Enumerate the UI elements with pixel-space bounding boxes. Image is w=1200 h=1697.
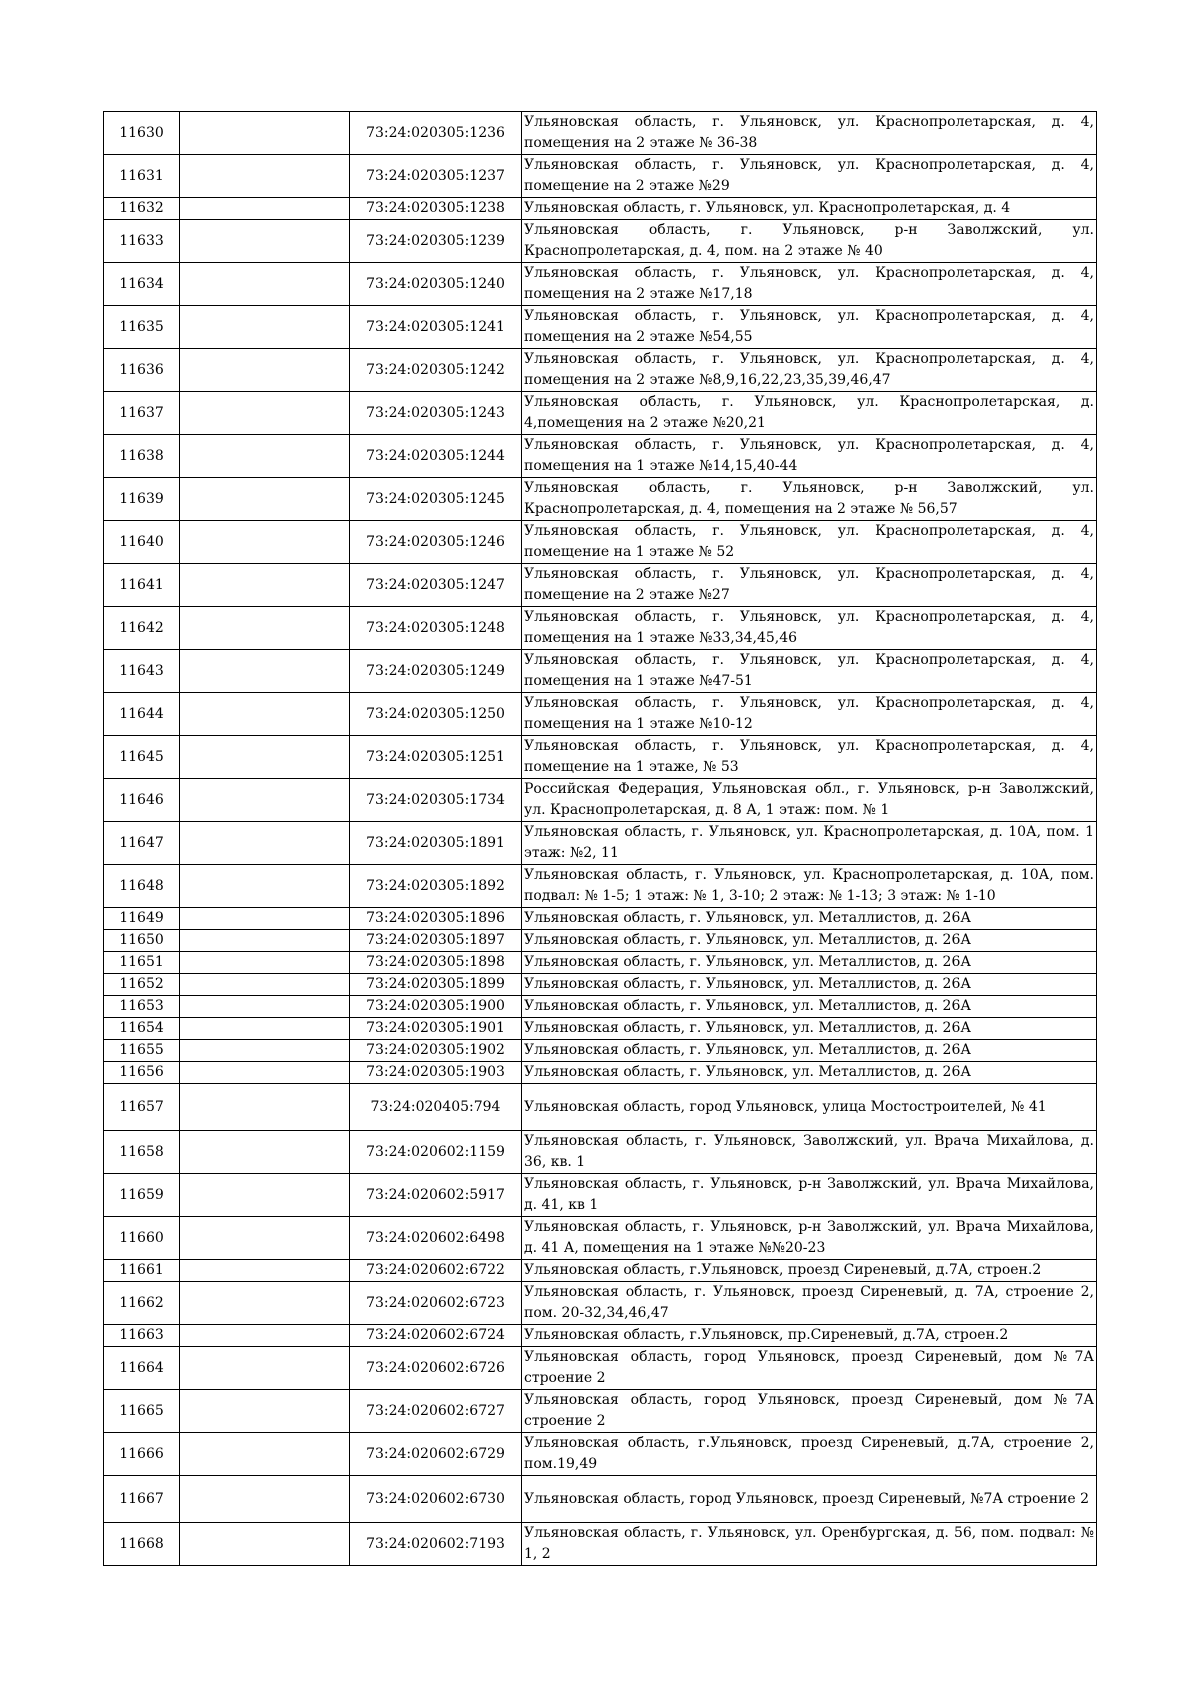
address-cell: Ульяновская область, г. Ульяновск, ул. Металлистов, д. 26А xyxy=(522,996,1097,1018)
address-cell: Ульяновская область, г. Ульяновск, ул. Краснопролетарская, д. 4 xyxy=(522,198,1097,220)
row-number-cell: 11633 xyxy=(104,220,180,263)
table-row xyxy=(104,1282,1097,1325)
cadastral-number-cell: 73:24:020305:1892 xyxy=(350,865,522,908)
registry-table-container xyxy=(103,111,1096,1566)
empty-cell xyxy=(180,435,350,478)
cadastral-number-cell: 73:24:020602:6723 xyxy=(350,1282,522,1325)
table-row xyxy=(104,1260,1097,1282)
table-row xyxy=(104,1174,1097,1217)
address-cell: Ульяновская область, г. Ульяновск, ул. Металлистов, д. 26А xyxy=(522,930,1097,952)
cadastral-number-cell: 73:24:020405:794 xyxy=(350,1084,522,1131)
table-row xyxy=(104,1084,1097,1131)
cadastral-number-cell: 73:24:020602:6730 xyxy=(350,1476,522,1523)
empty-cell xyxy=(180,521,350,564)
row-number-cell: 11640 xyxy=(104,521,180,564)
row-number-cell: 11648 xyxy=(104,865,180,908)
address-cell: Ульяновская область, г. Ульяновск, ул. Краснопролетарская, д. 4, помещения на 2 этаже №17,18 xyxy=(522,263,1097,306)
empty-cell xyxy=(180,1260,350,1282)
cadastral-number-cell: 73:24:020305:1243 xyxy=(350,392,522,435)
cadastral-number-cell: 73:24:020305:1899 xyxy=(350,974,522,996)
address-cell: Ульяновская область, г. Ульяновск, ул. Краснопролетарская, д. 10А, пом. подвал: № 1-5; 1 этаж: № 1, 3-10; 2 этаж: № 1-13; 3 этаж: № 1-10 xyxy=(522,865,1097,908)
address-cell: Ульяновская область, г.Ульяновск, проезд Сиреневый, д.7А, строение 2, пом.19,49 xyxy=(522,1433,1097,1476)
address-cell: Ульяновская область, г. Ульяновск, Заволжский, ул. Врача Михайлова, д. 36, кв. 1 xyxy=(522,1131,1097,1174)
address-cell: Ульяновская область, г. Ульяновск, ул. Краснопролетарская, д. 4, помещение на 1 этаже, № 53 xyxy=(522,736,1097,779)
table-row xyxy=(104,112,1097,155)
empty-cell xyxy=(180,564,350,607)
address-cell: Ульяновская область, г.Ульяновск, проезд Сиреневый, д.7А, строен.2 xyxy=(522,1260,1097,1282)
table-row xyxy=(104,220,1097,263)
table-row xyxy=(104,1131,1097,1174)
address-cell: Российская Федерация, Ульяновская обл., г. Ульяновск, р-н Заволжский, ул. Краснопролетарская, д. 8 А, 1 этаж: пом. № 1 xyxy=(522,779,1097,822)
row-number-cell: 11645 xyxy=(104,736,180,779)
cadastral-number-cell: 73:24:020305:1241 xyxy=(350,306,522,349)
address-cell: Ульяновская область, г. Ульяновск, ул. Краснопролетарская, д. 4, помещения на 2 этаже № 36-38 xyxy=(522,112,1097,155)
empty-cell xyxy=(180,1325,350,1347)
row-number-cell: 11662 xyxy=(104,1282,180,1325)
cadastral-number-cell: 73:24:020602:6729 xyxy=(350,1433,522,1476)
table-row xyxy=(104,952,1097,974)
empty-cell xyxy=(180,1062,350,1084)
cadastral-number-cell: 73:24:020305:1246 xyxy=(350,521,522,564)
row-number-cell: 11651 xyxy=(104,952,180,974)
row-number-cell: 11660 xyxy=(104,1217,180,1260)
address-cell: Ульяновская область, г. Ульяновск, ул. Металлистов, д. 26А xyxy=(522,1018,1097,1040)
empty-cell xyxy=(180,349,350,392)
address-cell: Ульяновская область, г. Ульяновск, р-н Заволжский, ул. Врача Михайлова, д. 41 А, помещения на 1 этаже №№20-23 xyxy=(522,1217,1097,1260)
cadastral-number-cell: 73:24:020305:1900 xyxy=(350,996,522,1018)
address-cell: Ульяновская область, г. Ульяновск, ул. Металлистов, д. 26А xyxy=(522,1062,1097,1084)
cadastral-number-cell: 73:24:020305:1238 xyxy=(350,198,522,220)
table-row xyxy=(104,1433,1097,1476)
cadastral-number-cell: 73:24:020305:1244 xyxy=(350,435,522,478)
cadastral-number-cell: 73:24:020305:1247 xyxy=(350,564,522,607)
row-number-cell: 11658 xyxy=(104,1131,180,1174)
table-row xyxy=(104,930,1097,952)
address-cell: Ульяновская область, г. Ульяновск, ул. Краснопролетарская, д. 10А, пом. 1 этаж: №2, 11 xyxy=(522,822,1097,865)
cadastral-number-cell: 73:24:020602:6498 xyxy=(350,1217,522,1260)
row-number-cell: 11639 xyxy=(104,478,180,521)
row-number-cell: 11643 xyxy=(104,650,180,693)
address-cell: Ульяновская область, г. Ульяновск, ул. Металлистов, д. 26А xyxy=(522,1040,1097,1062)
empty-cell xyxy=(180,306,350,349)
address-cell: Ульяновская область, г. Ульяновск, р-н Заволжский, ул. Врача Михайлова, д. 41, кв 1 xyxy=(522,1174,1097,1217)
cadastral-number-cell: 73:24:020305:1245 xyxy=(350,478,522,521)
row-number-cell: 11661 xyxy=(104,1260,180,1282)
address-cell: Ульяновская область, г. Ульяновск, ул. Металлистов, д. 26А xyxy=(522,952,1097,974)
row-number-cell: 11649 xyxy=(104,908,180,930)
empty-cell xyxy=(180,822,350,865)
row-number-cell: 11656 xyxy=(104,1062,180,1084)
empty-cell xyxy=(180,865,350,908)
empty-cell xyxy=(180,607,350,650)
table-row xyxy=(104,435,1097,478)
empty-cell xyxy=(180,263,350,306)
empty-cell xyxy=(180,1217,350,1260)
empty-cell xyxy=(180,1476,350,1523)
row-number-cell: 11663 xyxy=(104,1325,180,1347)
address-cell: Ульяновская область, город Ульяновск, проезд Сиреневый, дом №7А строение 2 xyxy=(522,1390,1097,1433)
table-row xyxy=(104,1217,1097,1260)
table-row xyxy=(104,478,1097,521)
empty-cell xyxy=(180,996,350,1018)
table-row xyxy=(104,1347,1097,1390)
row-number-cell: 11647 xyxy=(104,822,180,865)
address-cell: Ульяновская область, г. Ульяновск, ул. Краснопролетарская, д. 4, помещения на 2 этаже №54,55 xyxy=(522,306,1097,349)
cadastral-number-cell: 73:24:020602:5917 xyxy=(350,1174,522,1217)
table-row xyxy=(104,155,1097,198)
row-number-cell: 11638 xyxy=(104,435,180,478)
empty-cell xyxy=(180,1390,350,1433)
empty-cell xyxy=(180,1084,350,1131)
address-cell: Ульяновская область, г. Ульяновск, ул. Краснопролетарская, д. 4, помещения на 2 этаже №8,9,16,22,23,35,39,46,47 xyxy=(522,349,1097,392)
table-row xyxy=(104,263,1097,306)
table-row xyxy=(104,779,1097,822)
empty-cell xyxy=(180,650,350,693)
cadastral-number-cell: 73:24:020602:1159 xyxy=(350,1131,522,1174)
address-cell: Ульяновская область, г. Ульяновск, ул. Оренбургская, д. 56, пом. подвал: № 1, 2 xyxy=(522,1523,1097,1566)
row-number-cell: 11652 xyxy=(104,974,180,996)
address-cell: Ульяновская область, г. Ульяновск, проезд Сиреневый, д. 7А, строение 2, пом. 20-32,34,46,47 xyxy=(522,1282,1097,1325)
table-row xyxy=(104,607,1097,650)
cadastral-number-cell: 73:24:020305:1237 xyxy=(350,155,522,198)
cadastral-number-cell: 73:24:020602:6727 xyxy=(350,1390,522,1433)
table-row xyxy=(104,521,1097,564)
empty-cell xyxy=(180,392,350,435)
row-number-cell: 11666 xyxy=(104,1433,180,1476)
table-row xyxy=(104,1040,1097,1062)
row-number-cell: 11634 xyxy=(104,263,180,306)
empty-cell xyxy=(180,1282,350,1325)
row-number-cell: 11665 xyxy=(104,1390,180,1433)
address-cell: Ульяновская область, г. Ульяновск, ул. Краснопролетарская, д. 4, помещения на 1 этаже №10-12 xyxy=(522,693,1097,736)
table-row xyxy=(104,650,1097,693)
row-number-cell: 11653 xyxy=(104,996,180,1018)
address-cell: Ульяновская область, г. Ульяновск, ул. Краснопролетарская, д. 4, помещение на 1 этаже № 52 xyxy=(522,521,1097,564)
cadastral-number-cell: 73:24:020602:6726 xyxy=(350,1347,522,1390)
address-cell: Ульяновская область, г. Ульяновск, ул. Краснопролетарская, д. 4, помещения на 1 этаже №33,34,45,46 xyxy=(522,607,1097,650)
address-cell: Ульяновская область, г. Ульяновск, ул. Металлистов, д. 26А xyxy=(522,974,1097,996)
table-row xyxy=(104,1062,1097,1084)
address-cell: Ульяновская область, г.Ульяновск, пр.Сиреневый, д.7А, строен.2 xyxy=(522,1325,1097,1347)
cadastral-number-cell: 73:24:020305:1251 xyxy=(350,736,522,779)
row-number-cell: 11664 xyxy=(104,1347,180,1390)
address-cell: Ульяновская область, г. Ульяновск, р-н Заволжский, ул. Краснопролетарская, д. 4, пом. на 2 этаже № 40 xyxy=(522,220,1097,263)
table-row xyxy=(104,349,1097,392)
address-cell: Ульяновская область, город Ульяновск, улица Мостостроителей, № 41 xyxy=(522,1084,1097,1131)
empty-cell xyxy=(180,693,350,736)
empty-cell xyxy=(180,198,350,220)
empty-cell xyxy=(180,220,350,263)
empty-cell xyxy=(180,908,350,930)
cadastral-number-cell: 73:24:020305:1240 xyxy=(350,263,522,306)
address-cell: Ульяновская область, г. Ульяновск, ул. Краснопролетарская, д. 4, помещения на 1 этаже №14,15,40-44 xyxy=(522,435,1097,478)
table-row xyxy=(104,198,1097,220)
row-number-cell: 11646 xyxy=(104,779,180,822)
address-cell: Ульяновская область, г. Ульяновск, ул. Металлистов, д. 26А xyxy=(522,908,1097,930)
row-number-cell: 11667 xyxy=(104,1476,180,1523)
cadastral-number-cell: 73:24:020602:6722 xyxy=(350,1260,522,1282)
table-body xyxy=(104,112,1097,1566)
cadastral-number-cell: 73:24:020305:1901 xyxy=(350,1018,522,1040)
address-cell: Ульяновская область, г. Ульяновск, ул. Краснопролетарская, д. 4, помещения на 1 этаже №47-51 xyxy=(522,650,1097,693)
cadastral-number-cell: 73:24:020305:1891 xyxy=(350,822,522,865)
row-number-cell: 11635 xyxy=(104,306,180,349)
empty-cell xyxy=(180,779,350,822)
row-number-cell: 11642 xyxy=(104,607,180,650)
table-row xyxy=(104,1476,1097,1523)
cadastral-number-cell: 73:24:020305:1248 xyxy=(350,607,522,650)
address-cell: Ульяновская область, город Ульяновск, проезд Сиреневый, дом №7А строение 2 xyxy=(522,1347,1097,1390)
empty-cell xyxy=(180,1433,350,1476)
address-cell: Ульяновская область, город Ульяновск, проезд Сиреневый, №7А строение 2 xyxy=(522,1476,1097,1523)
table-row xyxy=(104,693,1097,736)
cadastral-number-cell: 73:24:020602:6724 xyxy=(350,1325,522,1347)
empty-cell xyxy=(180,478,350,521)
cadastral-number-cell: 73:24:020305:1242 xyxy=(350,349,522,392)
cadastral-number-cell: 73:24:020305:1896 xyxy=(350,908,522,930)
row-number-cell: 11636 xyxy=(104,349,180,392)
table-row xyxy=(104,392,1097,435)
table-row xyxy=(104,564,1097,607)
cadastral-number-cell: 73:24:020305:1902 xyxy=(350,1040,522,1062)
empty-cell xyxy=(180,1347,350,1390)
empty-cell xyxy=(180,1018,350,1040)
address-cell: Ульяновская область, г. Ульяновск, ул. Краснопролетарская, д. 4, помещение на 2 этаже №27 xyxy=(522,564,1097,607)
empty-cell xyxy=(180,1523,350,1566)
empty-cell xyxy=(180,736,350,779)
empty-cell xyxy=(180,930,350,952)
empty-cell xyxy=(180,1131,350,1174)
cadastral-number-cell: 73:24:020305:1897 xyxy=(350,930,522,952)
cadastral-number-cell: 73:24:020305:1898 xyxy=(350,952,522,974)
row-number-cell: 11644 xyxy=(104,693,180,736)
cadastral-number-cell: 73:24:020305:1250 xyxy=(350,693,522,736)
cadastral-number-cell: 73:24:020305:1249 xyxy=(350,650,522,693)
row-number-cell: 11654 xyxy=(104,1018,180,1040)
empty-cell xyxy=(180,155,350,198)
empty-cell xyxy=(180,112,350,155)
table-row xyxy=(104,996,1097,1018)
table-row xyxy=(104,974,1097,996)
empty-cell xyxy=(180,952,350,974)
cadastral-number-cell: 73:24:020305:1239 xyxy=(350,220,522,263)
table-row xyxy=(104,306,1097,349)
table-row xyxy=(104,1390,1097,1433)
row-number-cell: 11631 xyxy=(104,155,180,198)
row-number-cell: 11641 xyxy=(104,564,180,607)
cadastral-number-cell: 73:24:020305:1236 xyxy=(350,112,522,155)
empty-cell xyxy=(180,1174,350,1217)
cadastral-number-cell: 73:24:020305:1734 xyxy=(350,779,522,822)
table-row xyxy=(104,1018,1097,1040)
table-row xyxy=(104,822,1097,865)
address-cell: Ульяновская область, г. Ульяновск, р-н Заволжский, ул. Краснопролетарская, д. 4, помещения на 2 этаже № 56,57 xyxy=(522,478,1097,521)
table-row xyxy=(104,1523,1097,1566)
cadastral-number-cell: 73:24:020305:1903 xyxy=(350,1062,522,1084)
row-number-cell: 11630 xyxy=(104,112,180,155)
cadastral-number-cell: 73:24:020602:7193 xyxy=(350,1523,522,1566)
row-number-cell: 11657 xyxy=(104,1084,180,1131)
row-number-cell: 11655 xyxy=(104,1040,180,1062)
table-row xyxy=(104,1325,1097,1347)
row-number-cell: 11637 xyxy=(104,392,180,435)
empty-cell xyxy=(180,974,350,996)
property-registry-table xyxy=(103,111,1097,1566)
address-cell: Ульяновская область, г. Ульяновск, ул. Краснопролетарская, д. 4,помещения на 2 этаже №20,21 xyxy=(522,392,1097,435)
table-row xyxy=(104,865,1097,908)
row-number-cell: 11632 xyxy=(104,198,180,220)
address-cell: Ульяновская область, г. Ульяновск, ул. Краснопролетарская, д. 4, помещение на 2 этаже №29 xyxy=(522,155,1097,198)
table-row xyxy=(104,908,1097,930)
row-number-cell: 11650 xyxy=(104,930,180,952)
table-row xyxy=(104,736,1097,779)
row-number-cell: 11668 xyxy=(104,1523,180,1566)
empty-cell xyxy=(180,1040,350,1062)
row-number-cell: 11659 xyxy=(104,1174,180,1217)
